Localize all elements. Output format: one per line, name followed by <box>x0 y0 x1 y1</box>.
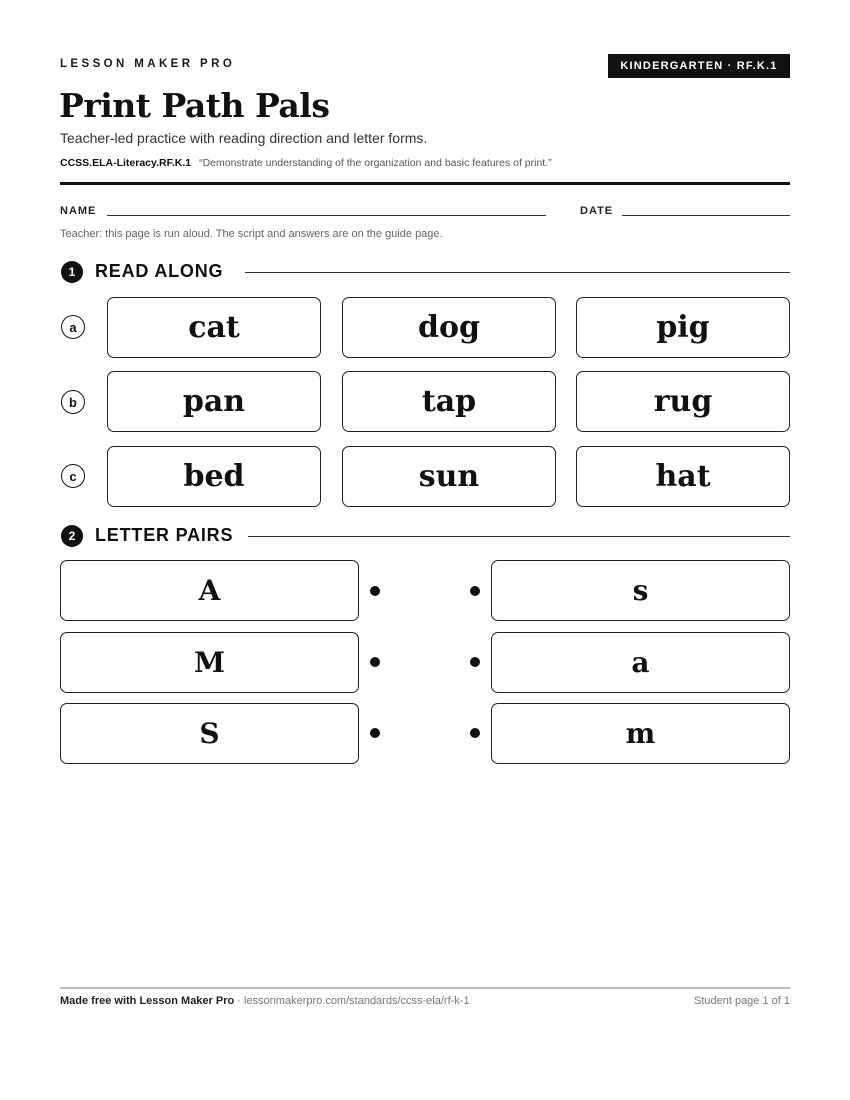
header-divider <box>60 182 790 185</box>
footer-page-number: Student page 1 of 1 <box>693 995 790 1007</box>
match-dot-left[interactable] <box>370 728 380 738</box>
section-2-number: 2 <box>61 525 83 547</box>
letter-card-left: S <box>60 703 359 764</box>
name-field[interactable] <box>107 215 546 216</box>
word-card: bed <box>107 446 321 507</box>
match-dot-left[interactable] <box>370 586 380 596</box>
name-label: NAME <box>60 205 97 217</box>
footer-divider <box>60 987 790 989</box>
date-label: DATE <box>580 205 614 217</box>
standard-text: “Demonstrate understanding of the organization and basic features of print.” <box>199 157 552 169</box>
teacher-note: Teacher: this page is run aloud. The script and answers are on the guide page. <box>60 228 443 240</box>
standard-line <box>60 157 552 169</box>
row-label-c: c <box>61 464 85 488</box>
footer-credit <box>60 995 470 1007</box>
word-card: hat <box>576 446 790 507</box>
row-label-a: a <box>61 315 85 339</box>
footer-separator: · <box>234 995 244 1007</box>
page-subtitle: Teacher-led practice with reading direction and letter forms. <box>60 130 428 146</box>
match-dot-left[interactable] <box>370 657 380 667</box>
letter-card-right: s <box>491 560 790 621</box>
word-card: cat <box>107 297 321 358</box>
word-card: pan <box>107 371 321 432</box>
letter-card-left: M <box>60 632 359 693</box>
section-2-rule <box>248 536 790 537</box>
standard-code: CCSS.ELA-Literacy.RF.K.1 <box>60 157 192 169</box>
match-dot-right[interactable] <box>470 657 480 667</box>
word-card: tap <box>342 371 556 432</box>
brand-name: LESSON MAKER PRO <box>60 58 236 70</box>
word-card: dog <box>342 297 556 358</box>
word-card: pig <box>576 297 790 358</box>
row-label-b: b <box>61 390 85 414</box>
word-card: sun <box>342 446 556 507</box>
section-1-title: READ ALONG <box>95 261 224 281</box>
footer-made-with: Made free with Lesson Maker Pro <box>60 995 235 1007</box>
letter-card-right: a <box>491 632 790 693</box>
match-dot-right[interactable] <box>470 586 480 596</box>
letter-card-right: m <box>491 703 790 764</box>
page-title: Print Path Pals <box>59 86 330 125</box>
date-field[interactable] <box>622 215 790 216</box>
section-2-title: LETTER PAIRS <box>95 525 234 545</box>
letter-card-left: A <box>60 560 359 621</box>
section-1-number: 1 <box>61 261 83 283</box>
word-card: rug <box>576 371 790 432</box>
grade-badge: KINDERGARTEN · RF.K.1 <box>608 54 790 78</box>
section-1-rule <box>245 272 790 273</box>
match-dot-right[interactable] <box>470 728 480 738</box>
footer-url[interactable]: lessonmakerpro.com/standards/ccss-ela/rf-k-1 <box>244 995 470 1007</box>
